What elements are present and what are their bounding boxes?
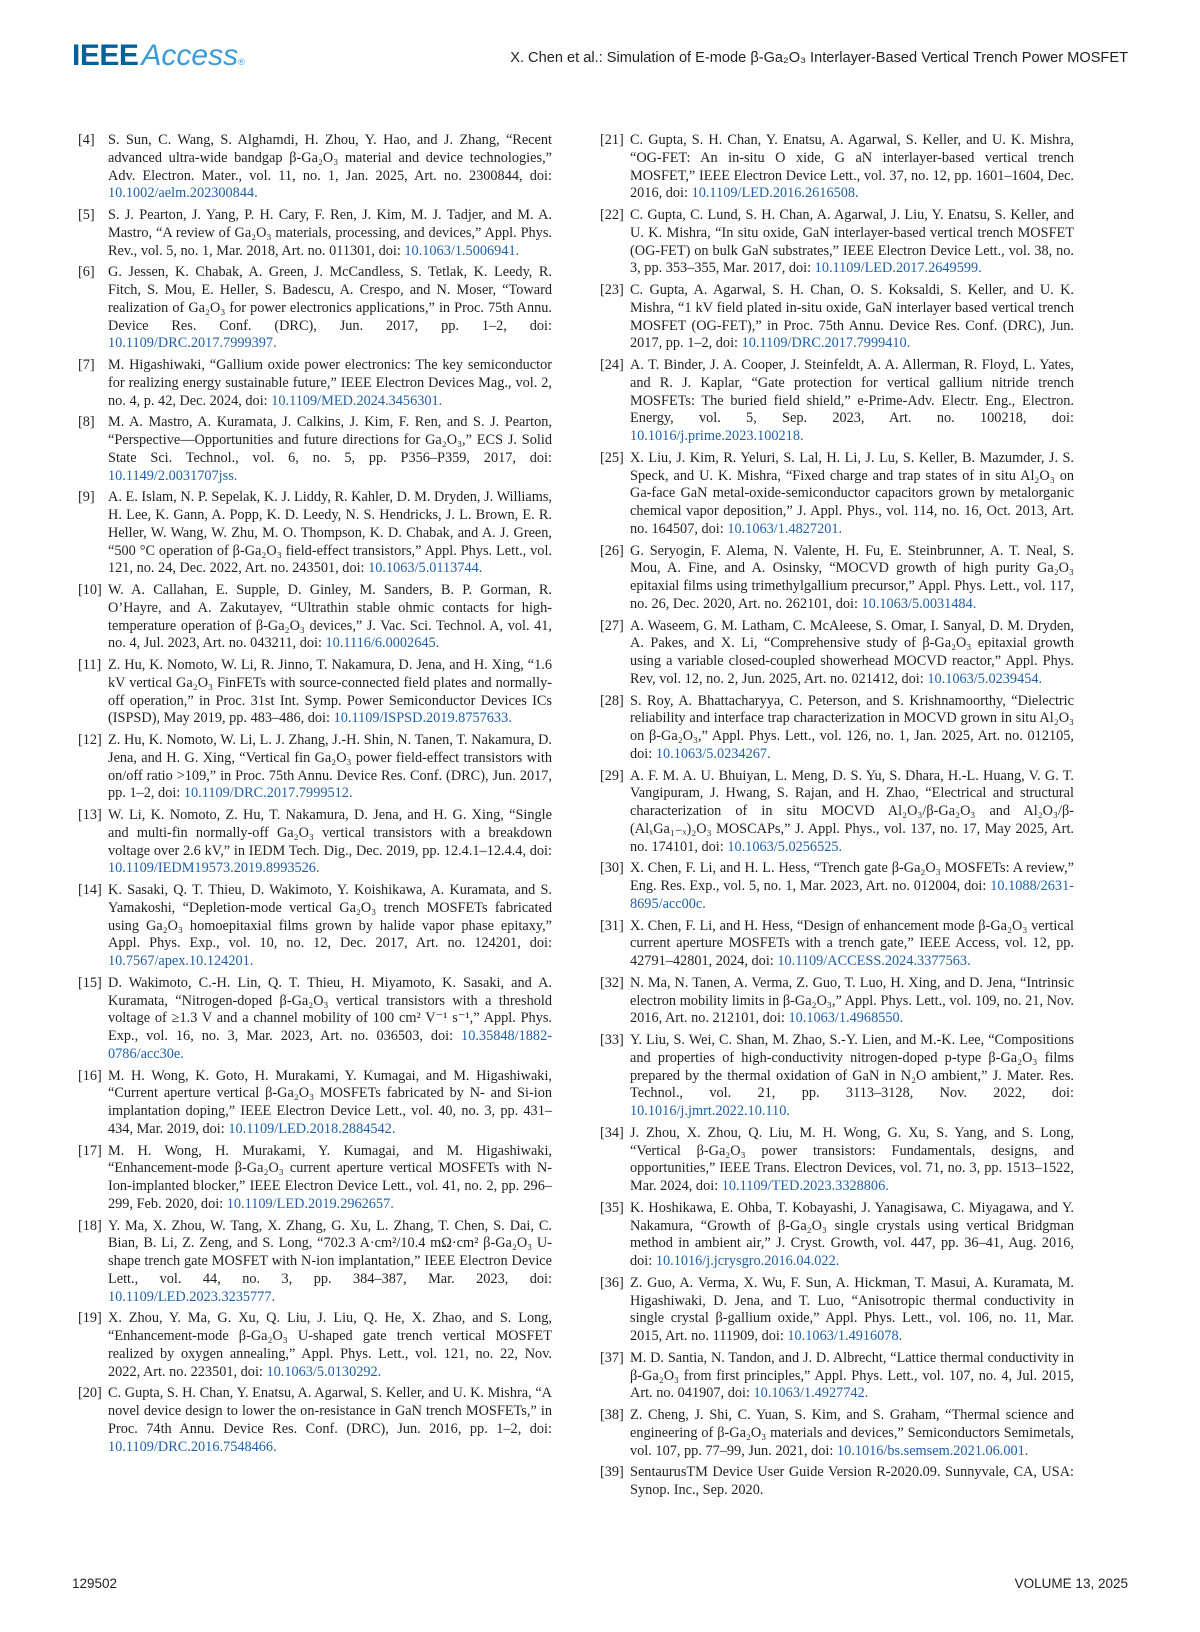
reference-doi-link[interactable]: 10.1109/DRC.2017.7999397. <box>108 335 277 352</box>
reference-doi-link[interactable]: 10.1063/5.0130292. <box>266 1363 382 1380</box>
reference-doi-link[interactable]: 10.1063/1.5006941. <box>404 242 520 259</box>
reference-number: [38] <box>600 1407 624 1423</box>
reference-item <box>600 860 1074 913</box>
reference-number: [4] <box>78 132 95 148</box>
reference-number: [34] <box>600 1124 624 1141</box>
reference-item <box>78 414 552 485</box>
reference-number: [10] <box>78 582 102 598</box>
reference-number: [26] <box>600 542 624 559</box>
reference-item <box>600 1464 1074 1500</box>
reference-doi-link[interactable]: 10.1149/2.0031707jss. <box>108 467 238 484</box>
reference-number: [7] <box>78 357 95 373</box>
reference-number: [30] <box>600 860 624 877</box>
reference-item <box>78 732 552 803</box>
reference-number: [16] <box>78 1067 102 1084</box>
reference-doi-link[interactable]: 10.1063/1.4916078. <box>787 1328 903 1344</box>
reference-doi-link[interactable]: 10.1016/j.jcrysgro.2016.04.022. <box>655 1253 840 1269</box>
reference-number: [22] <box>600 207 624 223</box>
reference-item <box>600 282 1074 353</box>
reference-number: [13] <box>78 807 102 823</box>
page-footer <box>72 1576 1128 1596</box>
reference-text: J. Zhou, X. Zhou, Q. Liu, M. H. Wong, G. Xu, S. Yang, and S. Long, “Vertical β-Ga₂O₃ power transistors: Fundamentals, designs, and opportunities,” IEEE Trans. Electron Devices, vol. 71, no. 3, pp. 1513–1522, Mar. 2024, doi: <box>630 1124 1074 1194</box>
reference-item <box>600 1032 1074 1121</box>
reference-text: A. T. Binder, J. A. Cooper, J. Steinfeldt, A. A. Allerman, R. Floyd, L. Yates, and R. J. Kaplar, “Gate protection for vertical gallium nitride trench MOSFETs: The buried field shield,” e-Prime-Adv. Electr. Eng., Electron. Energy, vol. 5, Sep. 2023, Art. no. 100218, doi: <box>630 357 1074 427</box>
reference-doi-link[interactable]: 10.1109/DRC.2017.7999410. <box>741 335 911 352</box>
reference-text: Y. Ma, X. Zhou, W. Tang, X. Zhang, G. Xu, L. Zhang, T. Chen, S. Dai, C. Bian, B. Li, Z. Zeng, and S. Long, “702.3 A·cm²/10.4 mΩ·cm² β-Ga₂O₃ U-shape trench gate MOSFET with N-ion implantation,” IEEE Electron Device Lett., vol. 44, no. 3, pp. 384–387, Mar. 2023, doi: <box>108 1217 552 1287</box>
reference-number: [6] <box>78 264 95 281</box>
reference-text: W. Li, K. Nomoto, Z. Hu, T. Nakamura, D. Jena, and H. G. Xing, “Single and multi-fin normally-off Ga₂O₃ vertical transistors with a breakdown voltage over 2.6 kV,” in IEDM Tech. Dig., Dec. 2019, pp. 12.4.1–12.4.4, doi: <box>108 807 552 859</box>
reference-item <box>600 1350 1074 1403</box>
ieee-access-logo <box>72 36 245 81</box>
reference-number: [31] <box>600 917 624 934</box>
reference-text: N. Ma, N. Tanen, A. Verma, Z. Guo, T. Luo, H. Xing, and D. Jena, “Intrinsic electron mobility limits in β-Ga₂O₃,” Appl. Phys. Lett., vol. 109, no. 21, Nov. 2016, Art. no. 212101, doi: <box>630 974 1074 1027</box>
reference-number: [19] <box>78 1310 102 1327</box>
reference-text: C. Gupta, S. H. Chan, Y. Enatsu, A. Agarwal, S. Keller, and U. K. Mishra, “A novel device design to lower the on-resistance in GaN trench MOSFETs,” in Proc. 74th Annu. Device Res. Conf. (DRC), Jun. 2016, pp. 1–2, doi: <box>108 1385 552 1437</box>
reference-doi-link[interactable]: 10.1109/TED.2023.3328806. <box>721 1178 889 1194</box>
reference-doi-link[interactable]: 10.1109/LED.2017.2649599. <box>814 260 982 277</box>
reference-text: M. H. Wong, K. Goto, H. Murakami, Y. Kumagai, and M. Higashiwaki, “Current aperture vertical β-Ga₂O₃ MOSFETs fabricated by N- and Si-ion implantation doping,” IEEE Electron Device Lett., vol. 40, no. 3, pp. 431–434, Mar. 2019, doi: <box>108 1067 552 1137</box>
reference-number: [36] <box>600 1274 624 1291</box>
reference-doi-link[interactable]: 10.1109/MED.2024.3456301. <box>271 392 443 409</box>
reference-number: [15] <box>78 974 102 991</box>
reference-doi-link[interactable]: 10.1063/1.4968550. <box>788 1010 904 1027</box>
reference-text: D. Wakimoto, C.-H. Lin, Q. T. Thieu, H. Miyamoto, K. Sasaki, and A. Kuramata, “Nitrogen-doped β-Ga₂O₃ vertical transistors with a threshold voltage of ≥1.3 V and a channel mobility of 100 cm² V⁻¹ s⁻¹,” Appl. Phys. Exp., vol. 16, no. 3, Mar. 2023, Art. no. 036503, doi: <box>108 974 552 1044</box>
reference-text: A. F. M. A. U. Bhuiyan, L. Meng, D. S. Yu, S. Dhara, H.-L. Huang, V. G. T. Vangipuram, J. Hwang, S. Rajan, and H. Zhao, “Electrical and structural characterization of in situ MOCVD Al₂O₃/β-Ga₂O₃ and Al₂O₃/β-(AlₓGa₁₋ₓ)₂O₃ MOSCAPs,” J. Appl. Phys., vol. 137, no. 17, May 2025, Art. no. 174101, doi: <box>630 767 1074 855</box>
references-column-right <box>600 132 1074 1504</box>
reference-doi-link[interactable]: 10.1109/LED.2016.2616508. <box>691 185 859 202</box>
reference-number: [27] <box>600 617 624 634</box>
reference-text: C. Gupta, A. Agarwal, S. H. Chan, O. S. Koksaldi, S. Keller, and U. K. Mishra, “1 kV field plated in-situ oxide, GaN interlayer based vertical trench MOSFET (OG-FET),” in Proc. 75th Annu. Device Res. Conf. (DRC), Jun. 2017, pp. 1–2, doi: <box>630 282 1074 352</box>
reference-text: K. Sasaki, Q. T. Thieu, D. Wakimoto, Y. Koishikawa, A. Kuramata, and S. Yamakoshi, “Depletion-mode vertical Ga₂O₃ trench MOSFETs fabricated using Ga₂O₃ homoepitaxial films grown by halide vapor phase epitaxy,” Appl. Phys. Exp., vol. 10, no. 12, Dec. 2017, Art. no. 124201, doi: <box>108 882 552 952</box>
reference-text: SentaurusTM Device User Guide Version R-2020.09. Sunnyvale, CA, USA: Synop. Inc., Sep. 2020. <box>630 1464 1074 1498</box>
reference-doi-link[interactable]: 10.1109/DRC.2016.7548466. <box>108 1438 277 1455</box>
reference-text: Y. Liu, S. Wei, C. Shan, M. Zhao, S.-Y. Lien, and M.-K. Lee, “Compositions and properties of high-conductivity nitrogen-doped p-type β-Ga₂O₃ films prepared by the thermal oxidation of GaN in N₂O ambient,” J. Mater. Res. Technol., vol. 21, pp. 3113–3128, Nov. 2022, doi: <box>630 1032 1074 1102</box>
reference-text: X. Liu, J. Kim, R. Yeluri, S. Lal, H. Li, J. Lu, S. Keller, B. Mazumder, J. S. Speck, and U. K. Mishra, “Fixed charge and trap states of in situ Al₂O₃ on Ga-face GaN metal-oxide-semiconductor capacitors grown by metalorganic chemical vapor deposition,” J. Appl. Phys., vol. 114, no. 16, Oct. 2013, Art. no. 164507, doi: <box>630 449 1074 537</box>
reference-text: W. A. Callahan, E. Supple, D. Ginley, M. Sanders, B. P. Gorman, R. O’Hayre, and A. Zakutayev, “Ultrathin stable ohmic contacts for high-temperature operation of β-Ga₂O₃ devices,” J. Vac. Sci. Technol. A, vol. 41, no. 4, Jul. 2023, Art. no. 043211, doi: <box>108 582 552 652</box>
reference-doi-link[interactable]: 10.1109/DRC.2017.7999512. <box>183 785 353 802</box>
reference-text: X. Chen, F. Li, and H. L. Hess, “Trench gate β-Ga₂O₃ MOSFETs: A review,” Eng. Res. Exp., vol. 5, no. 1, Mar. 2023, Art. no. 012004, doi: <box>630 860 1074 894</box>
reference-doi-link[interactable]: 10.1109/LED.2019.2962657. <box>226 1195 394 1212</box>
reference-number: [12] <box>78 732 102 748</box>
reference-doi-link[interactable]: 10.7567/apex.10.124201. <box>108 953 254 969</box>
reference-item <box>78 1385 552 1456</box>
reference-item <box>78 975 552 1064</box>
reference-doi-link[interactable]: 10.1063/5.0234267. <box>655 745 771 762</box>
reference-number: [17] <box>78 1142 102 1159</box>
reference-text: C. Gupta, S. H. Chan, Y. Enatsu, A. Agarwal, S. Keller, and U. K. Mishra, “OG-FET: An in-situ O xide, G aN interlayer-based vertical trench MOSFET,” IEEE Electron Device Lett., vol. 37, no. 12, pp. 1601–1604, Dec. 2016, doi: <box>630 132 1074 202</box>
reference-item <box>78 489 552 578</box>
reference-item <box>600 618 1074 689</box>
reference-number: [32] <box>600 974 624 991</box>
reference-text: A. Waseem, G. M. Latham, C. McAleese, S. Omar, I. Sanyal, D. M. Dryden, A. Pakes, and X. Li, “Comprehensive study of β-Ga₂O₃ epitaxial growth using a variable closed-coupled showerhead MOCVD reactor,” Appl. Phys. Rev, vol. 12, no. 2, Jun. 2025, Art. no. 021412, doi: <box>630 617 1074 687</box>
reference-number: [25] <box>600 449 624 466</box>
reference-item <box>600 450 1074 539</box>
reference-text: M. Higashiwaki, “Gallium oxide power electronics: The key semiconductor for realizing energy sustainable future,” IEEE Electron Devices Mag., vol. 2, no. 4, p. 42, Dec. 2024, doi: <box>108 357 552 409</box>
reference-doi-link[interactable]: 10.35848/1882-0786/acc30e. <box>108 1028 552 1062</box>
reference-number: [33] <box>600 1032 624 1048</box>
logo-ieee-text: IEEE <box>72 39 139 72</box>
reference-doi-link[interactable]: 10.1016/bs.semsem.2021.06.001. <box>836 1442 1029 1459</box>
reference-number: [29] <box>600 767 624 784</box>
reference-number: [21] <box>600 132 624 148</box>
reference-item <box>78 1310 552 1381</box>
reference-item <box>600 918 1074 971</box>
reference-item <box>600 1275 1074 1346</box>
reference-item <box>78 207 552 260</box>
reference-item <box>78 1068 552 1139</box>
reference-text: M. A. Mastro, A. Kuramata, J. Calkins, J. Kim, F. Ren, and S. J. Pearton, “Perspective—Opportunities and future directions for Ga₂O₃,” ECS J. Solid State Sci. Technol., vol. 6, no. 5, pp. P356–P359, 2017, doi: <box>108 414 552 466</box>
reference-doi-link[interactable]: 10.1063/1.4927742. <box>753 1385 869 1402</box>
reference-item <box>78 357 552 410</box>
reference-item <box>600 132 1074 203</box>
reference-item <box>78 1218 552 1307</box>
reference-number: [8] <box>78 414 95 431</box>
reference-text: X. Zhou, Y. Ma, G. Xu, Q. Liu, J. Liu, Q. He, X. Zhao, and S. Long, “Enhancement-mode β-Ga₂O₃ U-shaped gate trench vertical MOSFET realized by oxygen annealing,” Appl. Phys. Lett., vol. 121, no. 22, Nov. 2022, Art. no. 223501, doi: <box>108 1310 552 1380</box>
reference-number: [28] <box>600 692 624 709</box>
reference-text: Z. Hu, K. Nomoto, W. Li, L. J. Zhang, J.-H. Shin, N. Tanen, T. Nakamura, D. Jena, and H. G. Xing, “Vertical fin Ga₂O₃ power field-effect transistors with on/off ratio >109,” in Proc. 75th Annu. Device Res. Conf. (DRC), Jun. 2017, pp. 1–2, doi: <box>108 732 552 802</box>
reference-item <box>78 1143 552 1214</box>
reference-item <box>78 657 552 728</box>
reference-text: M. H. Wong, H. Murakami, Y. Kumagai, and M. Higashiwaki, “Enhancement-mode β-Ga₂O₃ current aperture vertical MOSFETs with N-Ion-implanted blocker,” IEEE Electron Device Lett., vol. 41, no. 2, pp. 296–299, Feb. 2020, doi: <box>108 1142 552 1212</box>
reference-doi-link[interactable]: 10.1109/ACCESS.2024.3377563. <box>777 953 971 969</box>
reference-text: S. Roy, A. Bhattacharyya, C. Peterson, and S. Krishnamoorthy, “Dielectric reliability and interface trap characterization in MOCVD grown in situ Al₂O₃ on β-Ga₂O₃,” Appl. Phys. Lett., vol. 126, no. 1, Jan. 2025, Art. no. 012105, doi: <box>630 692 1074 762</box>
reference-item <box>600 543 1074 614</box>
reference-doi-link[interactable]: 10.1109/IEDM19573.2019.8993526. <box>108 860 320 877</box>
reference-doi-link[interactable]: 10.1063/5.0113744. <box>368 560 483 577</box>
logo-registered-mark: ® <box>238 57 245 67</box>
reference-text: A. E. Islam, N. P. Sepelak, K. J. Liddy, R. Kahler, D. M. Dryden, J. Williams, H. Lee, K. Gann, A. Popp, K. D. Leedy, N. S. Hendricks, J. L. Brown, E. R. Heller, W. Wang, W. Zhu, M. O. Thompson, K. D. Chabak, and A. J. Green, “500 °C operation of β-Ga₂O₃ field-effect transistors,” Appl. Phys. Lett., vol. 121, no. 24, Dec. 2022, Art. no. 243501, doi: <box>108 489 552 577</box>
reference-number: [37] <box>600 1349 624 1366</box>
reference-number: [24] <box>600 357 624 373</box>
reference-text: K. Hoshikawa, E. Ohba, T. Kobayashi, J. Yanagisawa, C. Miyagawa, and Y. Nakamura, “Growth of β-Ga₂O₃ single crystals using vertical Bridgman method in ambient air,” J. Cryst. Growth, vol. 447, pp. 36–41, Aug. 2016, doi: <box>630 1199 1074 1269</box>
reference-number: [14] <box>78 882 102 898</box>
reference-number: [39] <box>600 1464 624 1481</box>
reference-number: [20] <box>78 1385 102 1402</box>
reference-item <box>78 264 552 353</box>
reference-doi-link[interactable]: 10.1002/aelm.202300844. <box>108 185 258 202</box>
reference-text: Z. Guo, A. Verma, X. Wu, F. Sun, A. Hickman, T. Masui, A. Kuramata, M. Higashiwaki, D. Jena, and T. Luo, “Anisotropic thermal conductivity in single crystal β-gallium oxide,” Appl. Phys. Lett., vol. 106, no. 11, Mar. 2015, Art. no. 111909, doi: <box>630 1274 1074 1344</box>
reference-doi-link[interactable]: 10.1016/j.prime.2023.100218. <box>630 428 804 444</box>
reference-doi-link[interactable]: 10.1063/1.4827201. <box>727 520 843 537</box>
reference-item <box>78 882 552 971</box>
reference-doi-link[interactable]: 10.1109/ISPSD.2019.8757633. <box>333 710 512 727</box>
reference-number: [18] <box>78 1217 102 1234</box>
reference-number: [23] <box>600 282 624 298</box>
volume-label: VOLUME 13, 2025 <box>1014 1576 1128 1591</box>
reference-doi-link[interactable]: 10.1063/5.0031484. <box>861 595 977 612</box>
reference-text: Z. Hu, K. Nomoto, W. Li, R. Jinno, T. Nakamura, D. Jena, and H. Xing, “1.6 kV vertical Ga₂O₃ FinFETs with source-connected field plates and normally-off operation,” in Proc. 31st Int. Symp. Power Semiconductor Devices ICs (ISPSD), May 2019, pp. 483–486, doi: <box>108 657 552 727</box>
reference-text: M. D. Santia, N. Tandon, and J. D. Albrecht, “Lattice thermal conductivity in β-Ga₂O₃ from first principles,” Appl. Phys. Lett., vol. 107, no. 4, Jul. 2015, Art. no. 041907, doi: <box>630 1349 1074 1402</box>
reference-item <box>78 807 552 878</box>
reference-item <box>600 1200 1074 1271</box>
reference-text: S. Sun, C. Wang, S. Alghamdi, H. Zhou, Y. Hao, and J. Zhang, “Recent advanced ultra-wide bandgap β-Ga₂O₃ material and device technologies,” Adv. Electron. Mater., vol. 11, no. 1, Jan. 2025, Art. no. 2300844, doi: <box>108 132 552 184</box>
logo-access-text: Access <box>141 39 239 72</box>
reference-number: [9] <box>78 489 95 506</box>
reference-doi-link[interactable]: 10.1116/6.0002645. <box>325 635 440 652</box>
reference-item <box>600 1407 1074 1460</box>
reference-item <box>600 357 1074 446</box>
reference-doi-link[interactable]: 10.1063/5.0256525. <box>727 838 843 855</box>
reference-text: C. Gupta, C. Lund, S. H. Chan, A. Agarwal, J. Liu, Y. Enatsu, S. Keller, and U. K. Mishra, “In situ oxide, GaN interlayer-based vertical trench MOSFET (OG-FET) on bulk GaN substrates,” IEEE Electron Device Lett., vol. 38, no. 3, pp. 353–355, Mar. 2017, doi: <box>630 207 1074 277</box>
reference-item <box>600 768 1074 857</box>
reference-doi-link[interactable]: 10.1109/LED.2023.3235777. <box>108 1288 276 1305</box>
page-number: 129502 <box>72 1576 118 1591</box>
reference-text: S. J. Pearton, J. Yang, P. H. Cary, F. Ren, J. Kim, M. J. Tadjer, and M. A. Mastro, “A review of Ga₂O₃ materials, processing, and devices,” Appl. Phys. Rev., vol. 5, no. 1, Mar. 2018, Art. no. 011301, doi: <box>108 207 552 259</box>
reference-text: X. Chen, F. Li, and H. Hess, “Design of enhancement mode β-Ga₂O₃ vertical current aperture MOSFETs with a trench gate,” IEEE Access, vol. 12, pp. 42791–42801, 2024, doi: <box>630 917 1074 969</box>
reference-item <box>78 582 552 653</box>
reference-item <box>600 1125 1074 1196</box>
reference-item <box>600 207 1074 278</box>
reference-number: [5] <box>78 207 95 223</box>
reference-doi-link[interactable]: 10.1088/2631-8695/acc00c. <box>630 878 1074 912</box>
reference-text: Z. Cheng, J. Shi, C. Yuan, S. Kim, and S. Graham, “Thermal science and engineering of β-Ga₂O₃ materials and devices,” Semiconductors Semimetals, vol. 107, pp. 77–99, Jun. 2021, doi: <box>630 1407 1074 1459</box>
reference-doi-link[interactable]: 10.1063/5.0239454. <box>927 670 1043 687</box>
page-header <box>72 36 1128 76</box>
reference-item <box>600 693 1074 764</box>
reference-doi-link[interactable]: 10.1109/LED.2018.2884542. <box>228 1120 396 1137</box>
running-title: X. Chen et al.: Simulation of E-mode β-Ga₂O₃ Interlayer-Based Vertical Trench Power MOSFET <box>510 50 1128 66</box>
reference-number: [35] <box>600 1199 624 1216</box>
references-column-left <box>78 132 552 1460</box>
reference-text: G. Seryogin, F. Alema, N. Valente, H. Fu, E. Steinbrunner, A. T. Neal, S. Mou, A. Fine, and A. Osinsky, “MOCVD growth of high purity Ga₂O₃ epitaxial films using trimethylgallium precursor,” Appl. Phys. Lett., vol. 117, no. 26, Dec. 2020, Art. no. 262101, doi: <box>630 542 1074 612</box>
reference-item <box>78 132 552 203</box>
reference-item <box>600 975 1074 1028</box>
reference-number: [11] <box>78 657 102 673</box>
reference-text: G. Jessen, K. Chabak, A. Green, J. McCandless, S. Tetlak, K. Leedy, R. Fitch, S. Mou, E. Heller, S. Badescu, A. Crespo, and N. Moser, “Toward realization of Ga₂O₃ for power electronics applications,” in Proc. 75th Annu. Device Res. Conf. (DRC), Jun. 2017, pp. 1–2, doi: <box>108 264 552 334</box>
reference-doi-link[interactable]: 10.1016/j.jmrt.2022.10.110. <box>630 1103 790 1119</box>
